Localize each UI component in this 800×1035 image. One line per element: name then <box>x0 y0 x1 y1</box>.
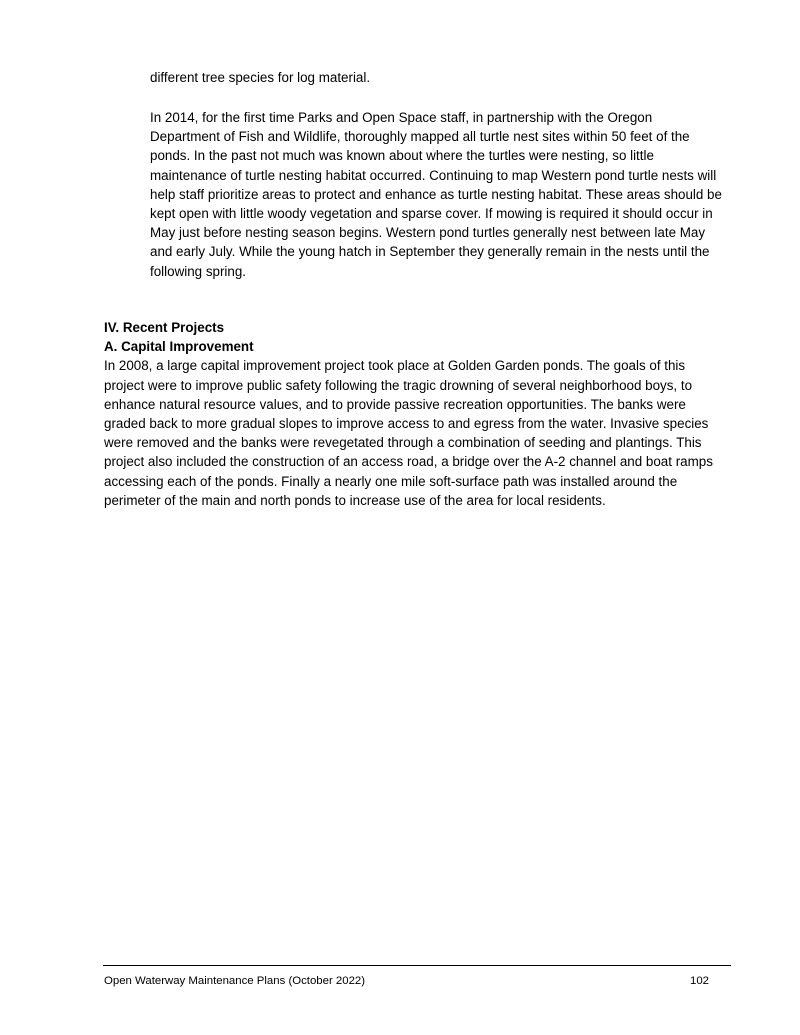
capital-improvement-paragraph: In 2008, a large capital improvement project took place at Golden Garden ponds. The goals of this project were to improve public safety following the tragic drowning of several neighborhood boys, to enhance natural resource values, and to provide passive recreation opportunities. The banks were graded back to more gradual slopes to improve access to and egress from the water. Invasive species were removed and the banks were revegetated through a combination of seeding and plantings. This project also included the construction of an access road, a bridge over the A-2 channel and boat ramps accessing each of the ponds. Finally a nearly one mile soft-surface path was installed around the perimeter of the main and north ponds to increase use of the area for local residents. <box>104 358 713 508</box>
turtle-nesting-block <box>150 108 725 281</box>
footer-document-title: Open Waterway Maintenance Plans (October 2022) <box>104 975 366 987</box>
footer-divider <box>103 965 731 966</box>
continuation-block <box>150 68 725 87</box>
section-subheading: A. Capital Improvement <box>104 339 254 355</box>
turtle-nesting-paragraph: In 2014, for the first time Parks and Open Space staff, in partnership with the Oregon Department of Fish and Wildlife, thoroughly mapped all turtle nest sites within 50 feet of the ponds. In the past not much was known about where the turtles were nesting, so little maintenance of turtle nesting habitat occurred. Continuing to map Western pond turtle nests will help staff prioritize areas to protect and enhance as turtle nesting habitat. These areas should be kept open with little woody vegetation and sparse cover. If mowing is required it should occur in May just before nesting season begins. Western pond turtles generally nest between late May and early July. While the young hatch in September they generally remain in the nests until the following spring. <box>150 110 722 279</box>
continuation-text: different tree species for log material. <box>150 70 371 85</box>
section-heading: IV. Recent Projects <box>104 320 225 335</box>
recent-projects-section <box>104 318 724 510</box>
footer-page-number: 102 <box>690 975 710 987</box>
